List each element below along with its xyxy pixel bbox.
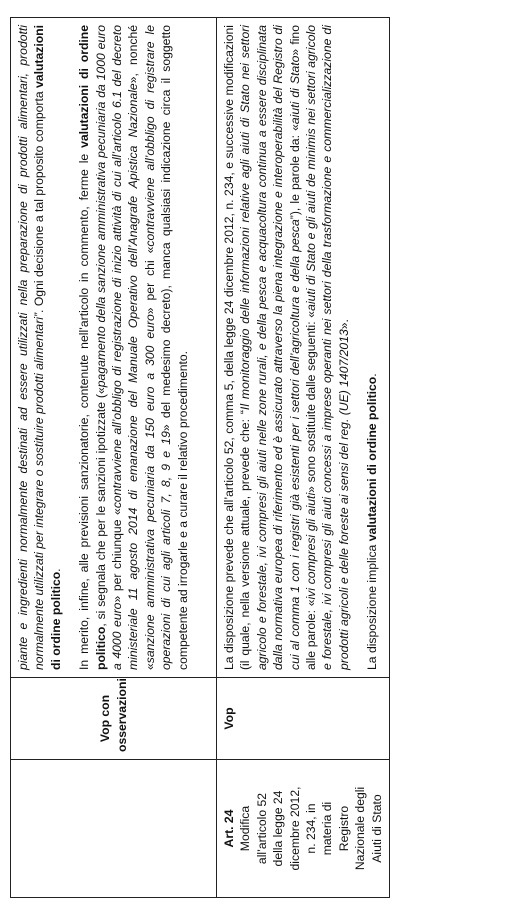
article-subject-line: Registro [336,805,351,852]
article-subject-line: Nazionale degli [353,786,368,871]
quoted-text: contravviene all’obbligo di registrazione di inizio attività di cui all’articolo 6.1 del decreto ministeriale 11 agosto 2014 di emanazione del Manuale Operativo dell’Anagrafe Apistica Nazionale [110,25,141,670]
commentary-paragraph [364,25,380,670]
quoted-text: piante e ingredienti normalmente destinati ad essere utilizzati nella preparazione di prodotti alimentari, prodotti normalmente utilizzati per integrare o sostituire prodotti alimentari” [16,25,47,670]
text-run: » per chiunque « [110,508,125,603]
text-run: » sono sostituite dalle seguenti: « [304,310,319,493]
vop-cell [217,678,390,760]
quoted-text: contravviene all’obbligo di registrare le operazioni di cui agli articoli 7, 8, 9 e 19 [142,25,174,670]
article-subject-line: Modifica [238,805,253,852]
quoted-text: pagamento della sanzione amministrativa pecuniaria da 1000 euro a 4000 euro [93,25,125,670]
article-subject-line: n. 234, in [304,803,319,854]
text-run: , si segnala che per le sanzioni ipotizzate (« [93,387,108,627]
text-run: . [48,568,63,572]
article-cell [217,760,390,898]
text-run: » del medesimo decreto), manca qualsiasi indicazione circa il soggetto competente ad irrogarle e a curare il relativo procedimento. [159,25,190,670]
quoted-text: ivi compresi gli aiuti [304,492,319,600]
article-title: Art. 24 [222,809,236,848]
commentary-paragraph [15,25,64,670]
article-subject-line: della legge 24 [271,790,286,867]
commentary-paragraph [221,25,352,670]
bold-phrase: valutazioni di ordine politico [32,24,63,670]
quoted-text: aiuti di Stato e gli aiuti de minimis nei settori agricolo e forestale, ivi compresi gli aiuti concessi a imprese operanti nei settori della trasformazione e commercializzazione di prodotti agricoli e delle foreste ai sensi del reg. (UE) 1407/2013 [304,25,351,670]
text-run: La disposizione implica [365,541,380,670]
table-row [217,18,390,898]
article-subject-line: Aiuti di Stato [369,794,384,863]
text-run: ”), le parole da: « [287,124,302,220]
commentary-cell [217,18,390,678]
quoted-text: Il monitoraggio delle informazioni relative agli aiuti di Stato nei settori agricolo e forestale, ivi compresi gli aiuti nelle zone rurali, e della pesca e acquacoltura continua a essere disciplinata dalla normativa europea di riferimento ed è assicurato attraverso la piena integrazione e interoperabilità del Registro di cui al comma 1 con i registri già esistenti per i settori dell’agricoltura e della pesca [238,25,302,670]
vop-label: Vop [222,707,236,730]
opinion-table [10,17,390,898]
text-run: » fino alle parole: « [287,25,319,670]
text-run: In merito, infine, alle previsioni sanzionatorie, contenute nell’articolo in commento, ferme le [77,147,92,670]
article-subject-line: materia di [320,801,335,856]
commentary-paragraph [76,25,191,670]
article-subject-line: all’articolo 52 [254,792,269,865]
text-run: . Ogni decisione a tal proposito comporta [32,87,47,313]
text-run: » per chi « [142,246,157,315]
bold-phrase: valutazioni di ordine politico [365,376,380,542]
vop-label: Vop con osservazioni [98,678,129,752]
text-run: », nonché « [126,25,157,670]
quoted-text: sanzione amministrativa pecuniaria da 150 euro a 300 euro [142,314,157,664]
vop-cell [11,678,217,760]
quoted-text: aiuti di Stato [287,55,302,125]
text-run: ». [336,319,351,330]
text-run: . [365,373,380,377]
commentary-cell [11,18,217,678]
bold-phrase: valutazioni di ordine politico [77,25,108,670]
article-cell [11,760,217,898]
article-subject-line: dicembre 2012, [287,786,302,871]
table-row [11,18,217,898]
text-run: La disposizione prevede che all’articolo 52, comma 5, della legge 24 dicembre 2012, n. 234, e successive modificazioni (il quale, nella versione attuale, prevede che: “ [222,25,253,670]
rotated-table-wrapper [10,18,510,898]
